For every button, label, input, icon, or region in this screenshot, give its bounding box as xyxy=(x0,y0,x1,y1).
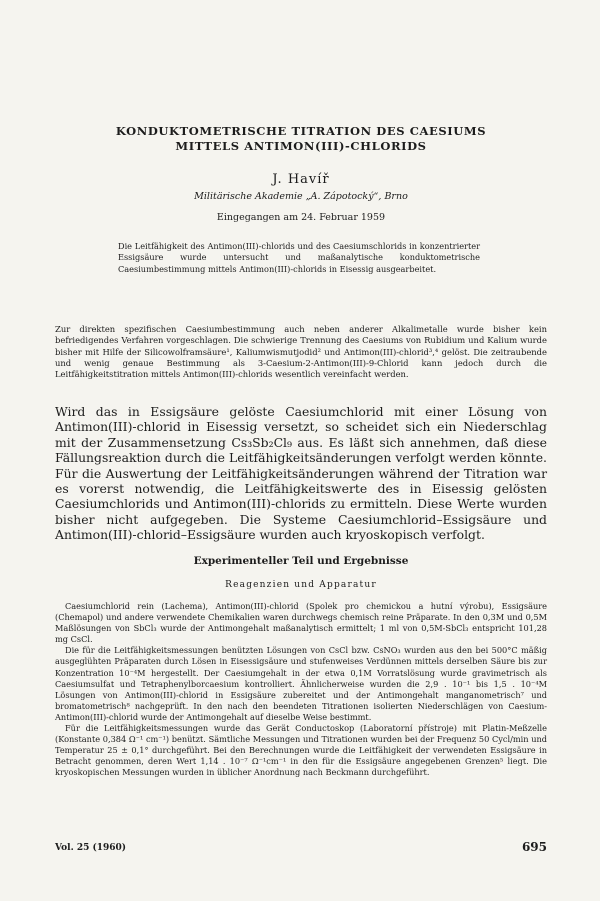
author-name: J. Havíř xyxy=(272,172,330,187)
body-paragraph: Caesiumchlorid rein (Lachema), Antimon(III)-chlorid (Spolek pro chemickou a hutní výrobu), Essigsäure (Chemapol) und andere verwendete Chemikalien waren durchwegs chemisch reine Präparate. In den 0,3M und 0,5M Maßlösungen von SbCl₃ wurde der Antimongehalt maßanalytisch ermittelt; 1 ml von 0,5M-SbCl₃ entspricht 101,28 mg CsCl. xyxy=(55,601,547,645)
subsection-heading: Reagenzien und Apparatur xyxy=(225,580,377,590)
abstract: Die Leitfähigkeit des Antimon(III)-chlorids und des Caesiumschlorids in konzentrierter Essigsäure wurde untersucht und maßanalytische konduktometrische Caesiumbestimmung mittels Antimon(III)-chlorids in Eisessig ausgearbeitet. xyxy=(118,241,480,274)
intro-paragraph xyxy=(55,324,547,380)
body-paragraph: Die für die Leitfähigkeitsmessungen benützten Lösungen von CsCl bzw. CsNO₃ wurden aus den bei 500°C mäßig ausgeglühten Präparaten durch Lösen in Eisessigsäure und stufenweises Verdünnen mittels derselben Säure bis zur Konzentration 10⁻⁴M hergestellt. Der Caesiumgehalt in der etwa 0,1M Vorratslösung wurde gravimetrisch als Caesiumsulfat und Tetraphenylborcaesium kontrolliert. Ähnlicherweise wurden die 2,9 . 10⁻¹ bis 1,5 . 10⁻⁴M Lösungen von Antimon(III)-chlorid in Essigsäure zubereitet und der Antimongehalt manganometrisch⁷ und bromatometrisch⁸ nachgeprüft. In den nach den beendeten Titrationen isolierten Niederschlägen von Caesium-Antimon(III)-chlorid wurde der Antimongehalt auf dieselbe Weise bestimmt. xyxy=(55,645,547,722)
section-heading: Experimenteller Teil und Ergebnisse xyxy=(193,555,409,567)
experimental-body xyxy=(55,601,547,779)
intro-text: Zur direkten spezifischen Caesiumbestimmung auch neben anderer Alkalimetalle wurde bisher kein befriedigendes Verfahren vorgeschlagen. Die schwierige Trennung des Caesiums von Rubidium und Kalium wurde bisher mit Hilfe der Silicowolframsäure¹, Kaliumwismutjodid² und Antimon(III)-chlorid³,⁴ gelöst. Die zeitraubende und wenig genaue Bestimmung als 3-Caesium-2-Antimon(III)-9-Chlorid kann jedoch durch die Leitfähigkeitstitration mittels Antimon(III)-chlorids wesentlich vereinfacht werden. xyxy=(55,324,547,380)
title-line-2: MITTELS ANTIMON(III)-CHLORIDS xyxy=(175,139,427,153)
title-line-1: KONDUKTOMETRISCHE TITRATION DES CAESIUMS xyxy=(115,124,487,138)
body-paragraph: Für die Leitfähigkeitsmessungen wurde das Gerät Conductoskop (Laboratorní přístroje) mit Platin-Meßzelle (Konstante 0,384 Ω⁻¹ cm⁻¹) benützt. Sämtliche Messungen und Titrationen wurden bei der Frequenz 50 Cycl/min und Temperatur 25 ± 0,1° durchgeführt. Bei den Berechnungen wurde die Leitfähigkeit der verwendeten Essigsäure in Betracht genommen, deren Wert 1,14 . 10⁻⁷ Ω⁻¹cm⁻¹ in den für die Essigsäure angegebenen Grenzen⁵ liegt. Die kryoskopischen Messungen wurden in üblicher Anordnung nach Beckmann durchgeführt. xyxy=(55,723,547,778)
large-print-paragraph: Wird das in Essigsäure gelöste Caesiumchlorid mit einer Lösung von Antimon(III)-chlorid in Eisessig versetzt, so scheidet sich ein Niederschlag mit der Zusammensetzung Cs₃Sb₂Cl₉ aus. Es läßt sich annehmen, daß diese Fällungsreaktion durch die Leitfähigkeitsänderungen verfolgt werden könnte. Für die Auswertung der Leitfähigkeitsänderungen während der Titration war es vorerst notwendig, die Leitfähigkeitswerte des in Eisessig gelösten Caesiumchlorids und Antimon(III)-chlorids zu ermitteln. Diese Werte wurden bisher nicht aufgegeben. Die Systeme Caesiumchlorid–Essigsäure und Antimon(III)-chlorid–Essigsäure wurden auch kryoskopisch verfolgt. xyxy=(55,404,547,543)
volume-label: Vol. 25 (1960) xyxy=(55,843,127,853)
author-affiliation: Militärische Akademie „A. Zápotocký“, Brno xyxy=(194,191,408,202)
article-title xyxy=(55,124,547,154)
page-number: 695 xyxy=(521,840,547,854)
received-date: Eingegangen am 24. Februar 1959 xyxy=(216,212,386,223)
